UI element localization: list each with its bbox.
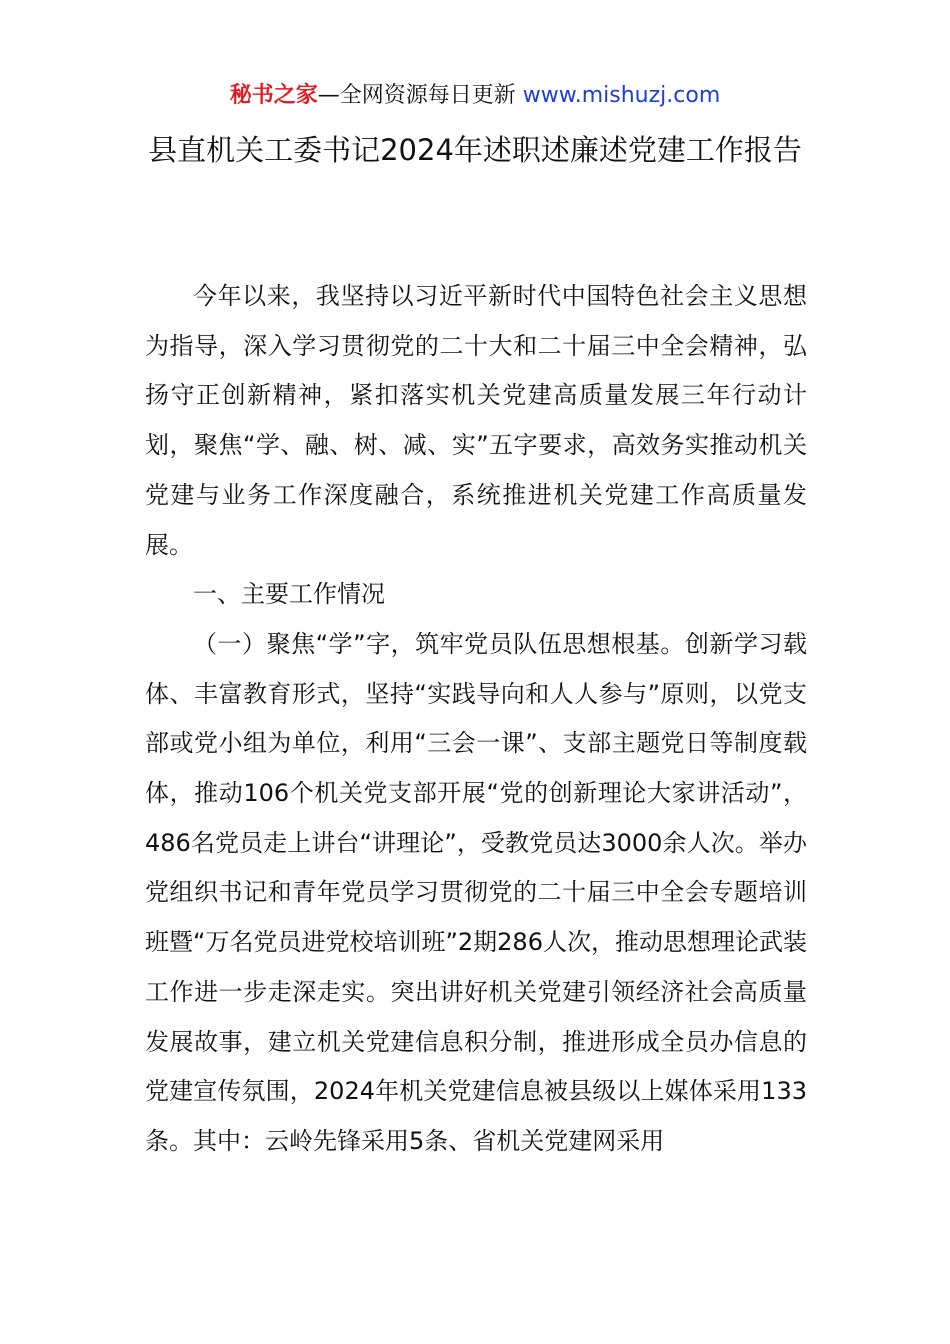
document-body: [145, 272, 807, 1167]
intro-paragraph: 今年以来，我坚持以习近平新时代中国特色社会主义思想为指导，深入学习贯彻党的二十大和二十届三中全会精神，弘扬守正创新精神，紧扣落实机关党建高质量发展三年行动计划，聚焦“学、融、树、减、实”五字要求，高效务实推动机关党建与业务工作深度融合，系统推进机关党建工作高质量发展。: [145, 282, 807, 559]
section-heading: 一、主要工作情况: [193, 580, 385, 609]
document-title: 县直机关工委书记2024年述职述廉述党建工作报告: [148, 133, 802, 167]
site-header: [0, 80, 950, 112]
site-url-link[interactable]: www.mishuzj.com: [522, 83, 721, 108]
body-paragraph: （一）聚焦“学”字，筑牢党员队伍思想根基。创新学习载体、丰富教育形式，坚持“实践导向和人人参与”原则，以党支部或党小组为单位，利用“三会一课”、支部主题党日等制度载体，推动106个机关党支部开展“党的创新理论大家讲活动”，486名党员走上讲台“讲理论”，受教党员达3000余人次。举办党组织书记和青年党员学习贯彻党的二十届三中全会专题培训班暨“万名党员进党校培训班”2期286人次，推动思想理论武装工作进一步走深走实。突出讲好机关党建引领经济社会高质量发展故事，建立机关党建信息积分制，推进形成全员办信息的党建宣传氛围，2024年机关党建信息被县级以上媒体采用133条。其中：云岭先锋采用5条、省机关党建网采用: [145, 629, 807, 1155]
brand-name: 秘书之家: [229, 83, 318, 108]
header-tagline: —全网资源每日更新: [317, 83, 523, 108]
